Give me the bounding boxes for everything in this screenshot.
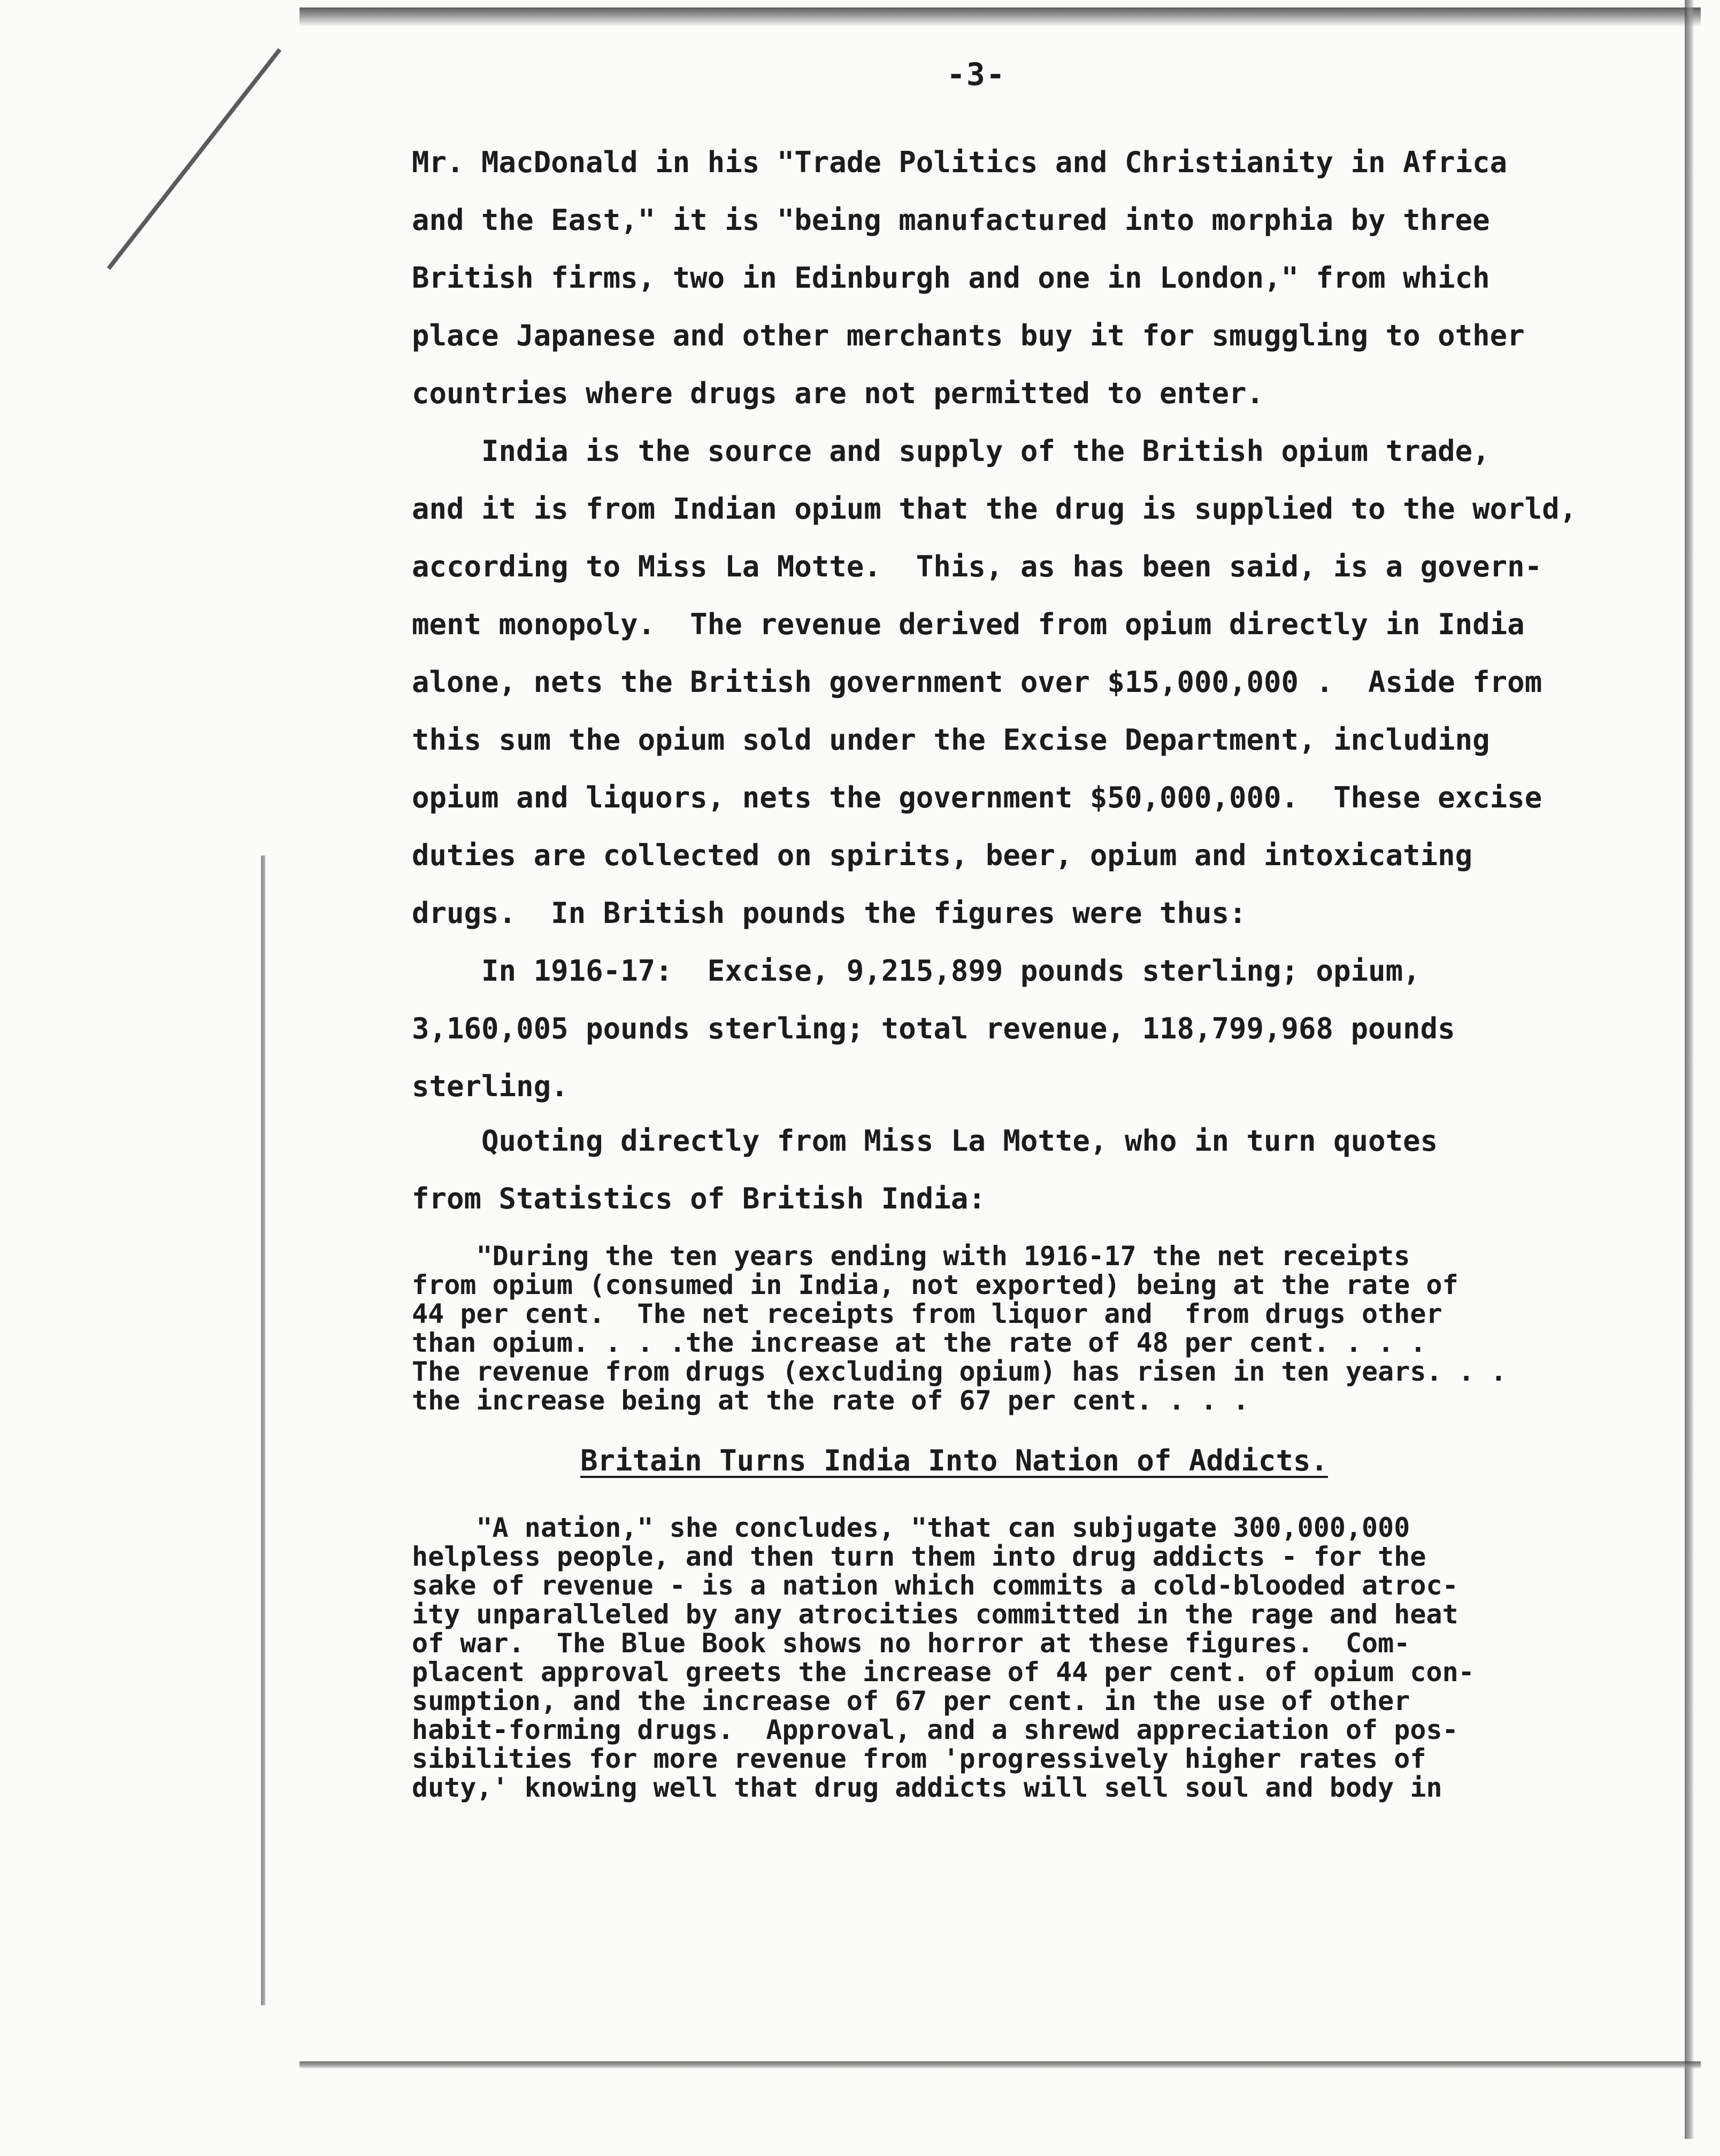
text-line: sterling.: [412, 1069, 569, 1103]
text-line: alone, nets the British government over $15,000,000 . Aside from: [412, 665, 1542, 699]
text-line: the increase being at the rate of 67 per cent. . . .: [412, 1385, 1249, 1416]
text-line: duty,' knowing well that drug addicts will sell soul and body in: [412, 1772, 1442, 1803]
text-line: ment monopoly. The revenue derived from opium directly in India: [412, 607, 1525, 641]
text-line: India is the source and supply of the British opium trade,: [412, 434, 1490, 468]
text-line: Mr. MacDonald in his "Trade Politics and Christianity in Africa: [412, 145, 1508, 179]
text-line: from Statistics of British India:: [412, 1182, 986, 1215]
scan-edge-right: [1685, 0, 1694, 2139]
text-line: 44 per cent. The net receipts from liquor and from drugs other: [412, 1298, 1442, 1329]
text-line: habit-forming drugs. Approval, and a shrewd appreciation of pos-: [412, 1714, 1458, 1745]
quote-block: [412, 1242, 1588, 1415]
closing-quote-block: [412, 1513, 1588, 1802]
text-line: according to Miss La Motte. This, as has been said, is a govern-: [412, 550, 1542, 583]
paragraph-3: [412, 942, 1578, 1115]
paragraph-1: [412, 134, 1578, 422]
paragraph-2: [412, 422, 1578, 942]
text-line: this sum the opium sold under the Excise Department, including: [412, 723, 1490, 757]
text-line: than opium. . . .the increase at the rate of 48 per cent. . . .: [412, 1327, 1426, 1358]
text-line: of war. The Blue Book shows no horror at these figures. Com-: [412, 1628, 1410, 1659]
text-line: Quoting directly from Miss La Motte, who in turn quotes: [412, 1124, 1438, 1158]
text-line: from opium (consumed in India, not exported) being at the rate of: [412, 1269, 1458, 1300]
text-line: and it is from Indian opium that the drug is supplied to the world,: [412, 492, 1577, 526]
text-line: duties are collected on spirits, beer, opium and intoxicating: [412, 838, 1473, 872]
text-line: sumption, and the increase of 67 per cent. in the use of other: [412, 1685, 1410, 1716]
text-line: British firms, two in Edinburgh and one in London," from which: [412, 261, 1490, 295]
scan-edge-top: [300, 7, 1701, 27]
text-line: "A nation," she concludes, "that can subjugate 300,000,000: [412, 1512, 1410, 1543]
text-line: place Japanese and other merchants buy it for smuggling to other: [412, 319, 1525, 352]
text-line: The revenue from drugs (excluding opium) has risen in ten years. . .: [412, 1356, 1507, 1387]
text-line: "During the ten years ending with 1916-17 the net receipts: [412, 1241, 1410, 1272]
section-heading: Britain Turns India Into Nation of Addicts.: [580, 1444, 1328, 1477]
text-line: placent approval greets the increase of 44 per cent. of opium con-: [412, 1657, 1475, 1688]
text-line: ity unparalleled by any atrocities committed in the rage and heat: [412, 1599, 1458, 1630]
text-line: helpless people, and then turn them into drug addicts - for the: [412, 1541, 1426, 1572]
text-line: drugs. In British pounds the figures were thus:: [412, 896, 1247, 930]
text-line: and the East," it is "being manufactured into morphia by three: [412, 203, 1490, 237]
text-line: opium and liquors, nets the government $50,000,000. These excise: [412, 781, 1542, 814]
scan-edge-left: [261, 856, 265, 2005]
pen-mark: [107, 48, 281, 270]
text-line: sibilities for more revenue from 'progressively higher rates of: [412, 1743, 1426, 1774]
text-line: countries where drugs are not permitted to enter.: [412, 376, 1264, 410]
text-line: 3,160,005 pounds sterling; total revenue, 118,799,968 pounds: [412, 1012, 1455, 1045]
scan-edge-bottom: [300, 2061, 1701, 2069]
paragraph-4: [412, 1112, 1578, 1228]
text-line: In 1916-17: Excise, 9,215,899 pounds sterling; opium,: [412, 954, 1420, 988]
text-line: sake of revenue - is a nation which commits a cold-blooded atroc-: [412, 1570, 1458, 1601]
page-number: -3-: [947, 56, 1006, 93]
